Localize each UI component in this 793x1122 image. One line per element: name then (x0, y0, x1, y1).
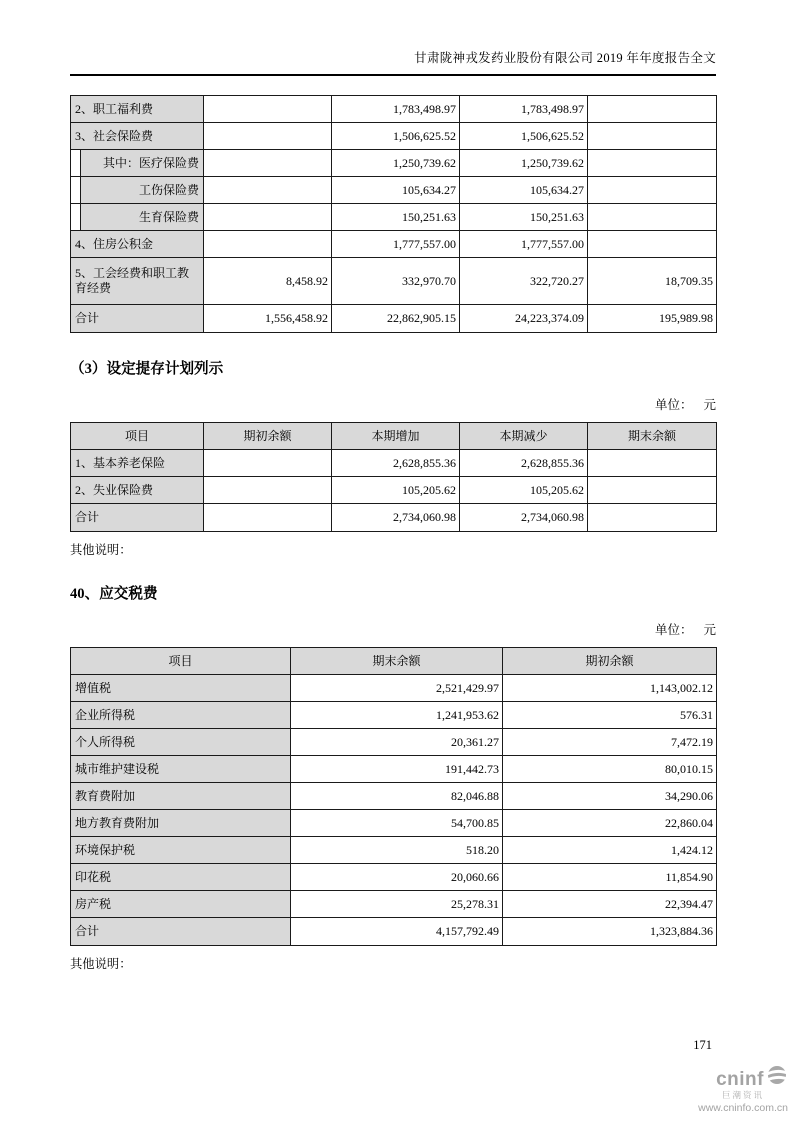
taxes-payable-table (70, 647, 717, 946)
sub-row-label: 其中：医疗保险费 (80, 150, 203, 176)
row-label-cell: 合计 (71, 504, 204, 532)
table-row (71, 783, 717, 810)
value-cell: 7,472.19 (503, 729, 717, 756)
row-label-cell: 房产税 (71, 891, 291, 918)
table-header-row (71, 423, 717, 450)
table-row (71, 231, 717, 258)
row-label-cell: 合计 (71, 918, 291, 946)
logo-subtitle: 巨潮资讯 (721, 1090, 764, 1100)
value-cell: 2,628,855.36 (332, 450, 460, 477)
row-label-cell: 4、住房公积金 (71, 231, 204, 258)
logo-url: www.cninfo.com.cn (698, 1101, 788, 1114)
unit-label: 单位： (654, 623, 693, 637)
value-cell (588, 204, 717, 231)
table-row (71, 756, 717, 783)
column-header: 项目 (71, 648, 291, 675)
row-label-cell: 5、工会经费和职工教育经费 (71, 258, 204, 305)
row-sub-label-cell (71, 150, 204, 177)
table-row (71, 891, 717, 918)
value-cell (204, 231, 332, 258)
unit-label: 单位： (654, 398, 693, 412)
value-cell: 1,777,557.00 (332, 231, 460, 258)
table-row (71, 477, 717, 504)
value-cell: 2,521,429.97 (291, 675, 503, 702)
column-header: 期末余额 (588, 423, 717, 450)
value-cell: 332,970.70 (332, 258, 460, 305)
header-rule (70, 74, 716, 76)
value-cell: 150,251.63 (460, 204, 588, 231)
value-cell: 1,241,953.62 (291, 702, 503, 729)
value-cell: 1,323,884.36 (503, 918, 717, 946)
column-header: 本期增加 (332, 423, 460, 450)
value-cell (588, 177, 717, 204)
value-cell: 2,734,060.98 (332, 504, 460, 532)
value-cell: 1,250,739.62 (460, 150, 588, 177)
value-cell (588, 231, 717, 258)
other-notes: 其他说明： (70, 543, 132, 557)
value-cell: 1,506,625.52 (460, 123, 588, 150)
table-row (71, 675, 717, 702)
value-cell (204, 204, 332, 231)
table-total-row (71, 504, 717, 532)
row-label-cell: 个人所得税 (71, 729, 291, 756)
value-cell (588, 123, 717, 150)
other-notes: 其他说明： (70, 957, 132, 971)
table-row (71, 450, 717, 477)
value-cell: 150,251.63 (332, 204, 460, 231)
value-cell: 1,783,498.97 (332, 96, 460, 123)
value-cell: 105,205.62 (332, 477, 460, 504)
employee-benefits-table (70, 95, 717, 333)
value-cell: 2,734,060.98 (460, 504, 588, 532)
page-number: 171 (693, 1038, 712, 1052)
value-cell: 18,709.35 (588, 258, 717, 305)
unit-line (70, 620, 716, 638)
page-header-title: 甘肃陇神戎发药业股份有限公司 2019 年年度报告全文 (414, 51, 716, 65)
sub-row-label: 生育保险费 (80, 204, 203, 230)
row-label-cell: 企业所得税 (71, 702, 291, 729)
taxes-payable-section-heading: 40、应交税费 (70, 586, 158, 602)
value-cell: 105,205.62 (460, 477, 588, 504)
value-cell: 322,720.27 (460, 258, 588, 305)
sub-row-label: 工伤保险费 (80, 177, 203, 203)
table-row (71, 258, 717, 305)
value-cell: 2,628,855.36 (460, 450, 588, 477)
row-label-cell: 地方教育费附加 (71, 810, 291, 837)
value-cell: 22,860.04 (503, 810, 717, 837)
row-sub-label-cell (71, 204, 204, 231)
value-cell: 105,634.27 (460, 177, 588, 204)
value-cell: 34,290.06 (503, 783, 717, 810)
value-cell (204, 477, 332, 504)
table-row (71, 864, 717, 891)
table-total-row (71, 918, 717, 946)
row-label-cell: 2、职工福利费 (71, 96, 204, 123)
value-cell: 22,862,905.15 (332, 305, 460, 333)
value-cell: 22,394.47 (503, 891, 717, 918)
table-row (71, 96, 717, 123)
defined-contribution-table (70, 422, 717, 532)
cninfo-logo (698, 1065, 788, 1113)
row-label-cell: 环境保护税 (71, 837, 291, 864)
value-cell (588, 150, 717, 177)
value-cell (204, 177, 332, 204)
value-cell: 191,442.73 (291, 756, 503, 783)
row-label-cell: 1、基本养老保险 (71, 450, 204, 477)
table-row (71, 150, 717, 177)
value-cell: 24,223,374.09 (460, 305, 588, 333)
value-cell: 25,278.31 (291, 891, 503, 918)
column-header: 期初余额 (503, 648, 717, 675)
value-cell (204, 96, 332, 123)
value-cell: 54,700.85 (291, 810, 503, 837)
value-cell (204, 504, 332, 532)
row-label-cell: 教育费附加 (71, 783, 291, 810)
table-row (71, 177, 717, 204)
value-cell: 80,010.15 (503, 756, 717, 783)
table-row (71, 702, 717, 729)
row-label-cell: 增值税 (71, 675, 291, 702)
logo-swirl-icon (766, 1065, 788, 1089)
table-header-row (71, 648, 717, 675)
value-cell: 195,989.98 (588, 305, 717, 333)
value-cell (588, 504, 717, 532)
value-cell: 11,854.90 (503, 864, 717, 891)
column-header: 期初余额 (204, 423, 332, 450)
defined-contribution-section-heading: （3）设定提存计划列示 (70, 361, 224, 377)
value-cell: 82,046.88 (291, 783, 503, 810)
value-cell: 1,777,557.00 (460, 231, 588, 258)
table-row (71, 204, 717, 231)
value-cell: 105,634.27 (332, 177, 460, 204)
table-row (71, 837, 717, 864)
value-cell: 1,556,458.92 (204, 305, 332, 333)
column-header: 本期减少 (460, 423, 588, 450)
column-header: 项目 (71, 423, 204, 450)
table-row (71, 810, 717, 837)
value-cell (588, 450, 717, 477)
logo-name: cninf (716, 1069, 764, 1090)
column-header: 期末余额 (291, 648, 503, 675)
row-label-cell: 合计 (71, 305, 204, 333)
value-cell: 1,424.12 (503, 837, 717, 864)
value-cell: 518.20 (291, 837, 503, 864)
unit-value: 元 (703, 623, 716, 637)
value-cell: 20,361.27 (291, 729, 503, 756)
value-cell: 8,458.92 (204, 258, 332, 305)
value-cell (204, 150, 332, 177)
value-cell: 1,143,002.12 (503, 675, 717, 702)
value-cell: 1,783,498.97 (460, 96, 588, 123)
value-cell (204, 123, 332, 150)
value-cell: 1,506,625.52 (332, 123, 460, 150)
value-cell: 1,250,739.62 (332, 150, 460, 177)
value-cell: 4,157,792.49 (291, 918, 503, 946)
table-row (71, 729, 717, 756)
row-label-cell: 城市维护建设税 (71, 756, 291, 783)
unit-line (70, 395, 716, 413)
row-label-cell: 2、失业保险费 (71, 477, 204, 504)
table-row (71, 123, 717, 150)
value-cell (588, 96, 717, 123)
unit-value: 元 (703, 398, 716, 412)
value-cell (204, 450, 332, 477)
row-label-cell: 3、社会保险费 (71, 123, 204, 150)
value-cell: 20,060.66 (291, 864, 503, 891)
value-cell: 576.31 (503, 702, 717, 729)
row-label-cell: 印花税 (71, 864, 291, 891)
table-total-row (71, 305, 717, 333)
row-sub-label-cell (71, 177, 204, 204)
value-cell (588, 477, 717, 504)
